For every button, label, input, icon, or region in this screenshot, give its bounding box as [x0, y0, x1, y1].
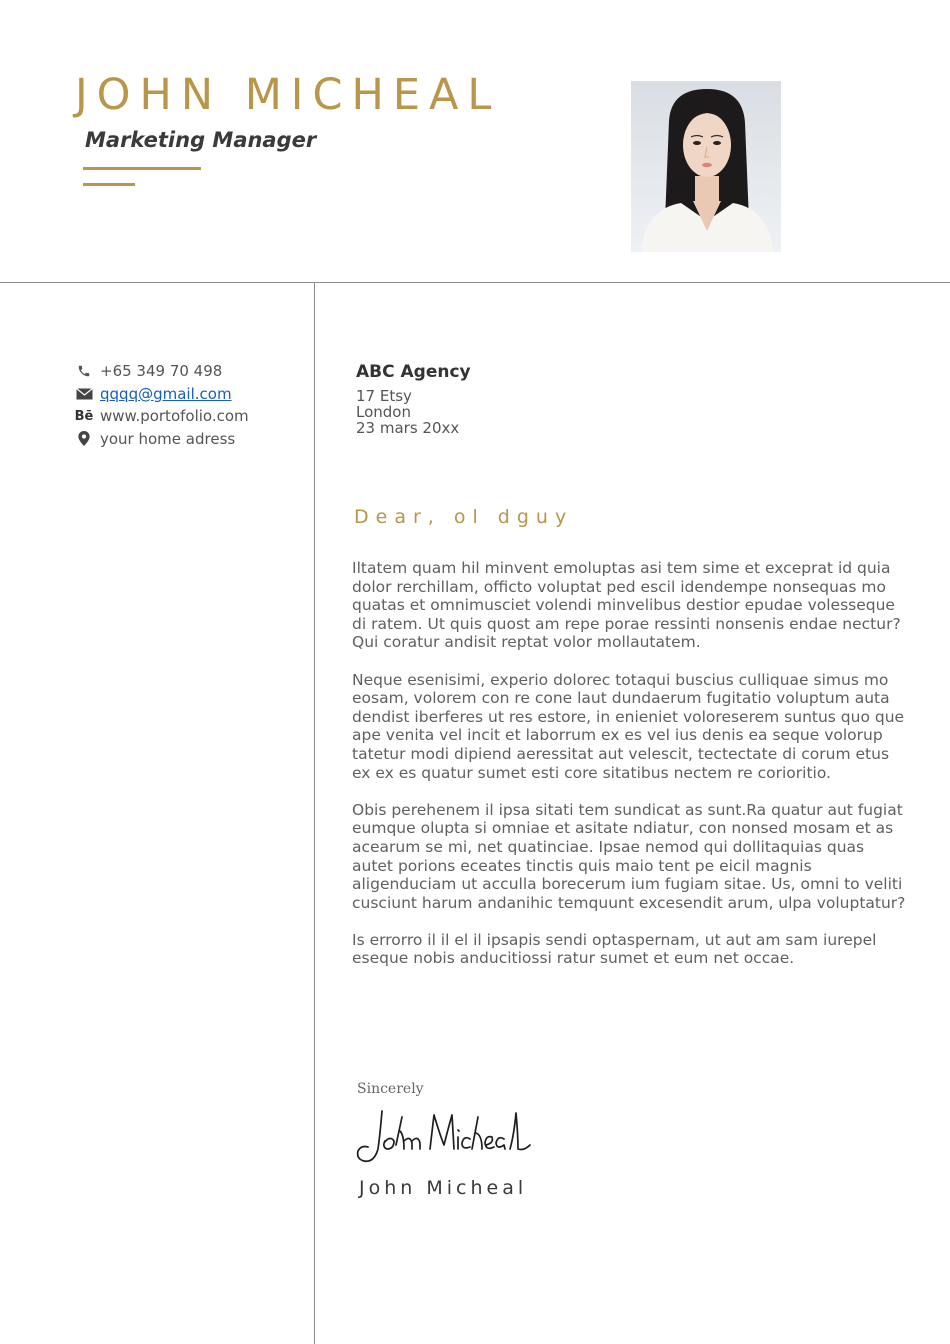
accent-bar-long: [83, 167, 201, 170]
recipient-street: 17 Etsy: [356, 387, 412, 405]
handwritten-signature: [352, 1105, 552, 1169]
email-link[interactable]: qqqq@gmail.com: [100, 384, 232, 403]
profile-photo: [631, 81, 781, 252]
contact-address: [75, 428, 249, 451]
body-paragraph: Neque esenisimi, experio dolorec totaqui buscius culliquae simus mo eosam, volorem con re cone laut dundaerum fugitatio voluptum auta dendist iberferes ut res estore, in enieniet voloreserem suntus quo que ape venita vel incit et laborrum ex es vel ius denis ea seque volorup tatetur modi dipiend aeressitat aut velescit, tectectate di corum etus ex ex es quatur sumet esti core sitatibus nectem re corioritio.: [352, 670, 905, 782]
recipient-city: London: [356, 403, 411, 421]
contact-phone: [75, 360, 249, 383]
horizontal-divider: [0, 282, 950, 283]
contact-website: [75, 405, 249, 428]
contact-info: [75, 360, 249, 450]
body-paragraph: Is errorro il il el il ipsapis sendi optaspernam, ut aut am sam iurepel eseque nobis anducitiossi ratur sumet et eum net occae.: [352, 930, 877, 968]
home-address: your home adress: [100, 429, 236, 448]
accent-bar-short: [83, 183, 135, 186]
signatory-name: John Micheal: [359, 1177, 528, 1199]
body-paragraph: Iltatem quam hil minvent emoluptas asi tem sime et exceprat id quia dolor rerchillam, officto voluptat ped escil idendempe nonsequas mo quatas et omnimusciet volendi minvelibus destior epudae volesseque di ratem. Ut quis quost am repe porae ressinti nonsenis endae nectur? Qui coratur andisit reptat volor mollautatem.: [352, 559, 901, 652]
contact-email[interactable]: [75, 383, 249, 406]
vertical-divider: [314, 282, 315, 1344]
phone-icon: [75, 363, 93, 379]
behance-icon: Bē: [74, 408, 94, 424]
phone-number: +65 349 70 498: [100, 362, 223, 381]
closing: Sincerely: [357, 1081, 424, 1097]
letter-date: 23 mars 20xx: [356, 419, 460, 437]
mail-icon: [75, 386, 93, 402]
applicant-name: JOHN MICHEAL: [75, 70, 501, 120]
recipient-block: [356, 362, 471, 436]
job-title: Marketing Manager: [85, 128, 317, 152]
body-paragraph: Obis perehenem il ipsa sitati tem sundicat as sunt.Ra quatur aut fugiat eumque olupta si omniae et asitate ndiatur, con nonsed mosam et as acearum se mi, net quatinciae. Ipsae nemod qui dollitaquias quas autet porions eceates tinctis quis maio tent pe eicil magnis aligenduciam ut acculla borecerum ium fugiam sitae. Us, omni to veliti cusciunt harum andanihic temquunt excesendit arum, ulpa voluptatur?: [352, 800, 906, 912]
location-pin-icon: [75, 431, 93, 447]
recipient-company: ABC Agency: [356, 362, 471, 382]
letter-body: [352, 559, 908, 987]
website-url: www.portofolio.com: [100, 407, 249, 426]
salutation: Dear, ol dguy: [354, 506, 574, 528]
